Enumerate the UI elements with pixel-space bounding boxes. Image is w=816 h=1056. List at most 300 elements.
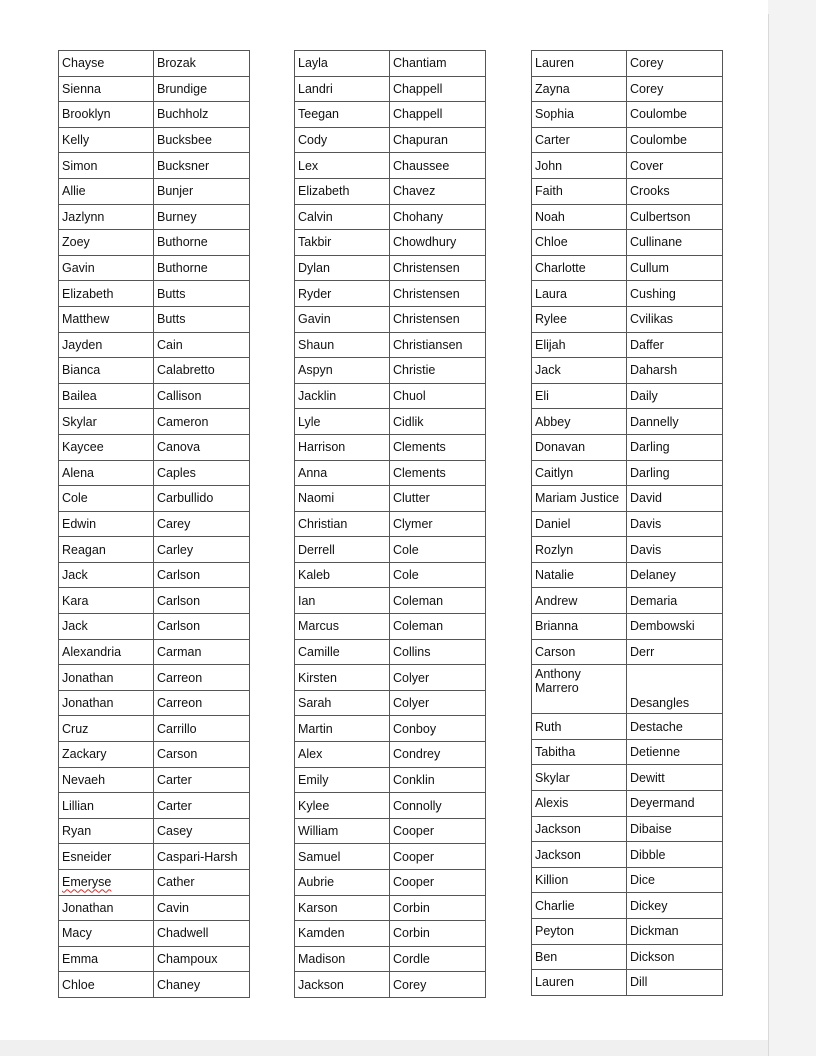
first-name-cell[interactable] [532, 486, 627, 512]
first-name-cell[interactable] [295, 460, 390, 486]
last-name-cell[interactable] [154, 793, 250, 819]
last-name-cell[interactable] [627, 51, 723, 77]
last-name-cell[interactable] [390, 870, 486, 896]
first-name-cell[interactable] [295, 178, 390, 204]
first-name-cell[interactable] [295, 332, 390, 358]
first-name-cell[interactable] [59, 972, 154, 998]
last-name-cell[interactable] [627, 153, 723, 179]
first-name-cell[interactable] [532, 51, 627, 77]
first-name: Emeryse [62, 875, 112, 890]
last-name-cell[interactable] [390, 332, 486, 358]
last-name-cell[interactable] [627, 816, 723, 842]
last-name-cell[interactable] [627, 919, 723, 945]
first-name-cell[interactable] [59, 127, 154, 153]
first-name-cell[interactable] [295, 639, 390, 665]
first-name: William [298, 824, 339, 839]
last-name-cell[interactable] [154, 690, 250, 716]
last-name-cell[interactable] [154, 306, 250, 332]
last-name-cell[interactable] [390, 818, 486, 844]
first-name-cell[interactable] [59, 76, 154, 102]
last-name-cell[interactable] [627, 281, 723, 307]
last-name-cell[interactable] [154, 946, 250, 972]
first-name-cell[interactable] [295, 690, 390, 716]
last-name-cell[interactable] [627, 178, 723, 204]
last-name-cell[interactable] [627, 893, 723, 919]
last-name-cell[interactable] [627, 76, 723, 102]
last-name-cell[interactable] [627, 460, 723, 486]
last-name-cell[interactable] [390, 972, 486, 998]
first-name-cell[interactable] [59, 383, 154, 409]
first-name-cell[interactable] [532, 332, 627, 358]
first-name-cell[interactable] [532, 255, 627, 281]
last-name: Cain [157, 337, 183, 352]
first-name-cell[interactable] [295, 153, 390, 179]
first-name-cell[interactable] [295, 306, 390, 332]
last-name-cell[interactable] [390, 204, 486, 230]
first-name-cell[interactable] [532, 867, 627, 893]
first-name-cell[interactable] [295, 230, 390, 256]
last-name-cell[interactable] [627, 383, 723, 409]
first-name-cell[interactable] [532, 714, 627, 740]
last-name-cell[interactable] [154, 639, 250, 665]
first-name-cell[interactable] [295, 51, 390, 77]
last-name-cell[interactable] [390, 537, 486, 563]
last-name-cell[interactable] [390, 383, 486, 409]
first-name-cell[interactable] [295, 716, 390, 742]
last-name-cell[interactable] [154, 511, 250, 537]
last-name-cell[interactable] [390, 460, 486, 486]
first-name-cell[interactable] [295, 767, 390, 793]
first-name-cell[interactable] [59, 921, 154, 947]
last-name-cell[interactable] [154, 870, 250, 896]
last-name-cell[interactable] [154, 153, 250, 179]
first-name-cell[interactable] [532, 102, 627, 128]
first-name-cell[interactable] [532, 306, 627, 332]
last-name-cell[interactable] [390, 486, 486, 512]
first-name: Lex [298, 158, 319, 173]
table-row [59, 895, 250, 921]
last-name-cell[interactable] [154, 921, 250, 947]
first-name-cell[interactable] [532, 127, 627, 153]
first-name-cell[interactable] [295, 358, 390, 384]
last-name: Culbertson [630, 209, 691, 224]
last-name-cell[interactable] [390, 690, 486, 716]
first-name-cell[interactable] [532, 434, 627, 460]
last-name-cell[interactable] [627, 102, 723, 128]
last-name: Dannelly [630, 414, 679, 429]
last-name-cell[interactable] [390, 562, 486, 588]
first-name-cell[interactable] [59, 153, 154, 179]
table-row [59, 972, 250, 998]
last-name-cell[interactable] [154, 895, 250, 921]
first-name-cell[interactable] [59, 946, 154, 972]
last-name-cell[interactable] [390, 511, 486, 537]
first-name-cell[interactable] [59, 511, 154, 537]
last-name-cell[interactable] [154, 742, 250, 768]
first-name-cell[interactable] [295, 665, 390, 691]
first-name-cell[interactable] [532, 537, 627, 563]
first-name-cell[interactable] [295, 588, 390, 614]
last-name-cell[interactable] [390, 153, 486, 179]
first-name-cell[interactable] [532, 842, 627, 868]
last-name-cell[interactable] [390, 921, 486, 947]
table-row [532, 153, 723, 179]
last-name-cell[interactable] [154, 767, 250, 793]
first-name-cell[interactable] [532, 665, 627, 714]
last-name: Brundige [157, 81, 208, 96]
last-name: Daharsh [630, 363, 678, 378]
first-name-cell[interactable] [532, 739, 627, 765]
last-name: Cidlik [393, 414, 424, 429]
last-name: Chantiam [393, 56, 447, 71]
last-name-cell[interactable] [390, 76, 486, 102]
last-name: Chavez [393, 184, 436, 199]
table-row [59, 358, 250, 384]
first-name-cell[interactable] [532, 893, 627, 919]
first-name-cell[interactable] [59, 486, 154, 512]
last-name-cell[interactable] [390, 793, 486, 819]
last-name-cell[interactable] [390, 639, 486, 665]
first-name-cell[interactable] [295, 895, 390, 921]
last-name-cell[interactable] [154, 230, 250, 256]
last-name: Dewitt [630, 770, 665, 785]
last-name-cell[interactable] [390, 51, 486, 77]
first-name-cell[interactable] [59, 895, 154, 921]
first-name-cell[interactable] [59, 793, 154, 819]
first-name-cell[interactable] [59, 358, 154, 384]
table-row [59, 255, 250, 281]
last-name-cell[interactable] [154, 255, 250, 281]
first-name-cell[interactable] [295, 537, 390, 563]
last-name: Corey [630, 56, 664, 71]
last-name-cell[interactable] [154, 818, 250, 844]
table-row [295, 76, 486, 102]
first-name-cell[interactable] [59, 742, 154, 768]
first-name-cell[interactable] [59, 102, 154, 128]
last-name-cell[interactable] [627, 562, 723, 588]
first-name-cell[interactable] [532, 970, 627, 996]
last-name-cell[interactable] [390, 895, 486, 921]
first-name-cell[interactable] [532, 281, 627, 307]
first-name-cell[interactable] [59, 255, 154, 281]
last-name: Bucksner [157, 158, 210, 173]
last-name-cell[interactable] [390, 716, 486, 742]
last-name: Chappell [393, 107, 443, 122]
last-name-cell[interactable] [627, 867, 723, 893]
last-name-cell[interactable] [627, 332, 723, 358]
first-name: Jonathan [62, 900, 114, 915]
last-name-cell[interactable] [627, 842, 723, 868]
first-name-cell[interactable] [59, 844, 154, 870]
first-name-cell[interactable] [532, 76, 627, 102]
table-row [532, 434, 723, 460]
first-name: Jacklin [298, 389, 337, 404]
first-name-cell[interactable] [295, 409, 390, 435]
first-name-cell[interactable] [532, 383, 627, 409]
last-name-cell[interactable] [627, 765, 723, 791]
last-name-cell[interactable] [390, 255, 486, 281]
first-name: Sarah [298, 696, 332, 711]
last-name-cell[interactable] [154, 972, 250, 998]
last-name: Cullinane [630, 235, 683, 250]
first-name-cell[interactable] [295, 127, 390, 153]
first-name-cell[interactable] [532, 178, 627, 204]
first-name-cell[interactable] [532, 511, 627, 537]
last-name: Cordle [393, 952, 430, 967]
first-name-cell[interactable] [59, 204, 154, 230]
first-name: Jack [535, 363, 561, 378]
first-name-cell[interactable] [295, 434, 390, 460]
last-name: Bunjer [157, 184, 194, 199]
first-name: Zackary [62, 747, 107, 762]
first-name-cell[interactable] [295, 972, 390, 998]
first-name-cell[interactable] [59, 230, 154, 256]
first-name: Shaun [298, 337, 335, 352]
first-name-cell[interactable] [59, 178, 154, 204]
first-name-cell[interactable] [295, 921, 390, 947]
first-name-cell[interactable] [532, 614, 627, 640]
table-row [295, 102, 486, 128]
last-name-cell[interactable] [390, 588, 486, 614]
last-name-cell[interactable] [390, 230, 486, 256]
last-name: Calabretto [157, 363, 215, 378]
first-name-cell[interactable] [295, 614, 390, 640]
first-name: Lauren [535, 975, 574, 990]
last-name: Destache [630, 719, 683, 734]
last-name-cell[interactable] [627, 358, 723, 384]
last-name-cell[interactable] [627, 588, 723, 614]
first-name: Camille [298, 644, 340, 659]
first-name: Ian [298, 593, 316, 608]
last-name: David [630, 491, 662, 506]
last-name-cell[interactable] [627, 255, 723, 281]
last-name: Conboy [393, 721, 437, 736]
first-name-cell[interactable] [532, 358, 627, 384]
first-name-cell[interactable] [295, 870, 390, 896]
last-name-cell[interactable] [154, 537, 250, 563]
first-name-cell[interactable] [532, 230, 627, 256]
first-name-cell[interactable] [295, 562, 390, 588]
first-name: Charlie [535, 898, 575, 913]
first-name-cell[interactable] [295, 511, 390, 537]
last-name-cell[interactable] [627, 944, 723, 970]
first-name: Carter [535, 133, 570, 148]
table-row [59, 614, 250, 640]
last-name-cell[interactable] [154, 588, 250, 614]
first-name: Alexis [535, 796, 569, 811]
first-name: Samuel [298, 849, 341, 864]
last-name-cell[interactable] [154, 332, 250, 358]
first-name-cell[interactable] [59, 409, 154, 435]
first-name: Kara [62, 593, 89, 608]
table-row [532, 665, 723, 714]
first-name-cell[interactable] [295, 793, 390, 819]
last-name-cell[interactable] [390, 844, 486, 870]
last-name-cell[interactable] [390, 946, 486, 972]
table-row [295, 204, 486, 230]
last-name-cell[interactable] [627, 791, 723, 817]
last-name-cell[interactable] [627, 306, 723, 332]
last-name-cell[interactable] [390, 306, 486, 332]
last-name-cell[interactable] [627, 486, 723, 512]
last-name: Dickey [630, 898, 668, 913]
last-name-cell[interactable] [627, 614, 723, 640]
first-name-cell[interactable] [59, 562, 154, 588]
first-name-cell[interactable] [532, 944, 627, 970]
last-name-cell[interactable] [627, 714, 723, 740]
last-name: Christensen [393, 261, 460, 276]
last-name-cell[interactable] [154, 716, 250, 742]
first-name: Natalie [535, 568, 574, 583]
last-name-cell[interactable] [154, 281, 250, 307]
first-name-cell[interactable] [59, 818, 154, 844]
first-name-cell[interactable] [59, 870, 154, 896]
last-name-cell[interactable] [390, 742, 486, 768]
last-name: Carrillo [157, 721, 197, 736]
first-name: Calvin [298, 209, 333, 224]
first-name-cell[interactable] [532, 588, 627, 614]
last-name-cell[interactable] [390, 178, 486, 204]
last-name: Carman [157, 644, 202, 659]
last-name-cell[interactable] [627, 639, 723, 665]
first-name-cell[interactable] [295, 76, 390, 102]
last-name-cell[interactable] [154, 614, 250, 640]
last-name-cell[interactable] [390, 767, 486, 793]
first-name-cell[interactable] [295, 255, 390, 281]
first-name-cell[interactable] [532, 816, 627, 842]
first-name-cell[interactable] [59, 434, 154, 460]
last-name-cell[interactable] [627, 434, 723, 460]
first-name: Karson [298, 900, 338, 915]
table-row [532, 255, 723, 281]
first-name-cell[interactable] [59, 460, 154, 486]
first-name-cell[interactable] [59, 537, 154, 563]
first-name-cell[interactable] [532, 791, 627, 817]
table-row [532, 460, 723, 486]
last-name-cell[interactable] [390, 434, 486, 460]
last-name: Cooper [393, 824, 434, 839]
last-name: Demaria [630, 593, 678, 608]
last-name-cell[interactable] [154, 102, 250, 128]
first-name-cell[interactable] [295, 204, 390, 230]
last-name-cell[interactable] [627, 739, 723, 765]
first-name-cell[interactable] [532, 460, 627, 486]
last-name-cell[interactable] [154, 76, 250, 102]
last-name-cell[interactable] [154, 204, 250, 230]
first-name-cell[interactable] [59, 588, 154, 614]
last-name-cell[interactable] [154, 562, 250, 588]
first-name-cell[interactable] [295, 486, 390, 512]
last-name-cell[interactable] [154, 434, 250, 460]
table-row [295, 946, 486, 972]
last-name-cell[interactable] [627, 665, 723, 714]
first-name-cell[interactable] [532, 153, 627, 179]
last-name: Chaussee [393, 158, 450, 173]
first-name-cell[interactable] [532, 639, 627, 665]
table-row [295, 434, 486, 460]
first-name-cell[interactable] [59, 306, 154, 332]
last-name-cell[interactable] [154, 358, 250, 384]
first-name-cell[interactable] [532, 204, 627, 230]
last-name-cell[interactable] [154, 178, 250, 204]
first-name-cell[interactable] [295, 844, 390, 870]
first-name-cell[interactable] [59, 639, 154, 665]
first-name-cell[interactable] [295, 102, 390, 128]
last-name-cell[interactable] [154, 460, 250, 486]
table-row [295, 486, 486, 512]
table-row [532, 178, 723, 204]
last-name-cell[interactable] [390, 614, 486, 640]
first-name-cell[interactable] [59, 690, 154, 716]
last-name-cell[interactable] [154, 665, 250, 691]
last-name: Carey [157, 516, 191, 531]
first-name-cell[interactable] [295, 818, 390, 844]
last-name-cell[interactable] [390, 409, 486, 435]
first-name-cell[interactable] [59, 716, 154, 742]
first-name: Reagan [62, 542, 106, 557]
last-name-cell[interactable] [627, 204, 723, 230]
last-name-cell[interactable] [390, 665, 486, 691]
table-row [59, 434, 250, 460]
last-name-cell[interactable] [390, 102, 486, 128]
last-name-cell[interactable] [154, 127, 250, 153]
table-row [295, 51, 486, 77]
table-row [532, 281, 723, 307]
last-name: Conklin [393, 772, 435, 787]
last-name-cell[interactable] [627, 537, 723, 563]
table-row [59, 665, 250, 691]
last-name-cell[interactable] [390, 281, 486, 307]
last-name-cell[interactable] [390, 127, 486, 153]
last-name-cell[interactable] [627, 230, 723, 256]
table-row [295, 153, 486, 179]
first-name-cell[interactable] [532, 562, 627, 588]
first-name-cell[interactable] [295, 383, 390, 409]
last-name-cell[interactable] [390, 358, 486, 384]
last-name-cell[interactable] [154, 383, 250, 409]
first-name-cell[interactable] [532, 409, 627, 435]
first-name-cell[interactable] [532, 765, 627, 791]
last-name-cell[interactable] [627, 409, 723, 435]
first-name-cell[interactable] [59, 665, 154, 691]
last-name-cell[interactable] [627, 970, 723, 996]
last-name-cell[interactable] [154, 51, 250, 77]
table-row [59, 537, 250, 563]
last-name: Cather [157, 875, 195, 890]
last-name-cell[interactable] [627, 127, 723, 153]
first-name-cell[interactable] [532, 919, 627, 945]
first-name-cell[interactable] [59, 332, 154, 358]
last-name-cell[interactable] [627, 511, 723, 537]
first-name-cell[interactable] [295, 946, 390, 972]
first-name-cell[interactable] [59, 614, 154, 640]
first-name: Charlotte [535, 261, 586, 276]
last-name: Butts [157, 286, 186, 301]
last-name-cell[interactable] [154, 486, 250, 512]
table-row [59, 51, 250, 77]
first-name-cell[interactable] [59, 767, 154, 793]
first-name-cell[interactable] [295, 281, 390, 307]
table-row [295, 614, 486, 640]
last-name: Carter [157, 772, 192, 787]
table-row [295, 716, 486, 742]
last-name-cell[interactable] [154, 409, 250, 435]
first-name-cell[interactable] [59, 51, 154, 77]
last-name-cell[interactable] [154, 844, 250, 870]
first-name-cell[interactable] [59, 281, 154, 307]
first-name-cell[interactable] [295, 742, 390, 768]
first-name: Abbey [535, 414, 571, 429]
